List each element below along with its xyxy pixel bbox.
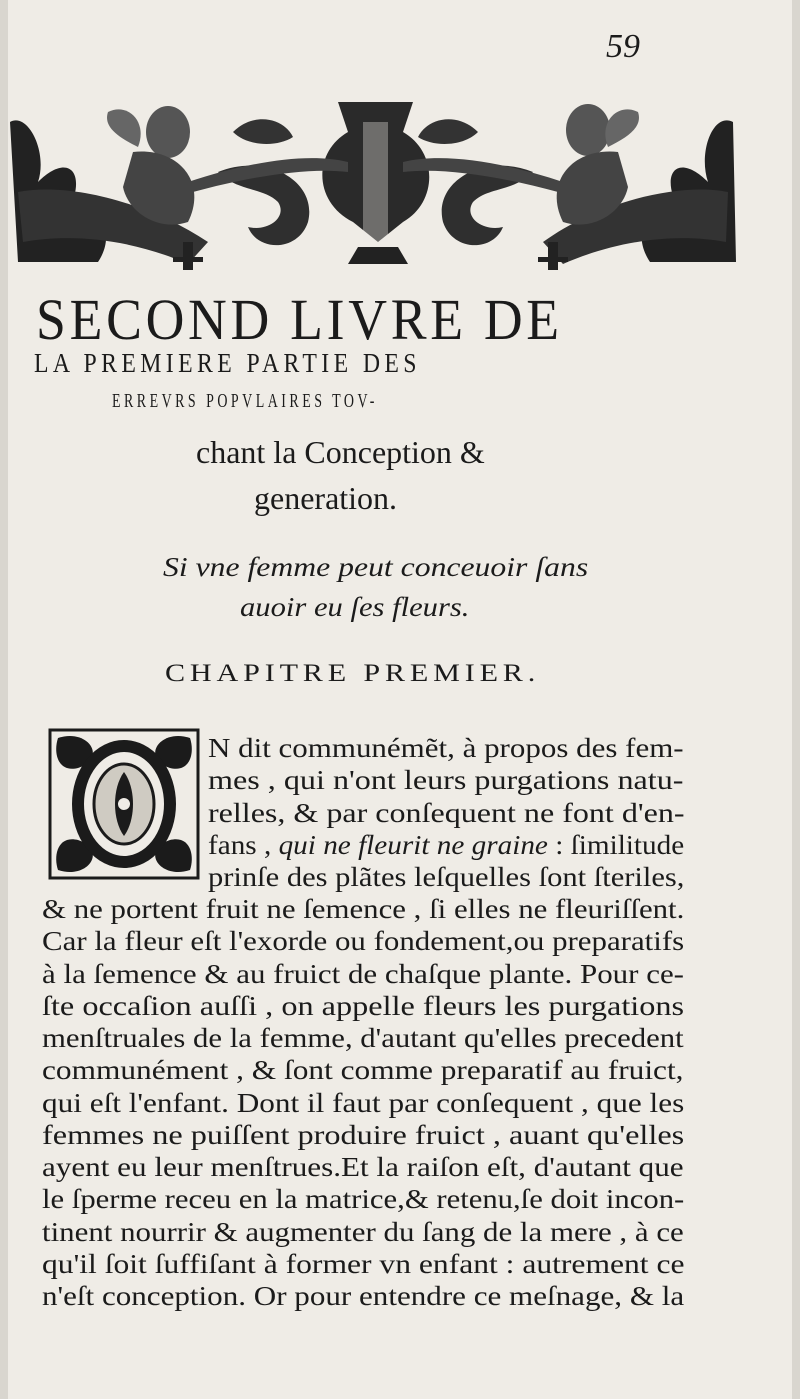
- body-line: ayent eu leur menſtrues.Et la raiſon eſt, d'autant que: [42, 1152, 684, 1182]
- chapter-heading: CHAPITRE PREMIER.: [165, 660, 541, 687]
- ornamental-headpiece: [8, 92, 744, 274]
- body-line: menſtruales de la femme, d'autant qu'elles precedent: [42, 1023, 684, 1053]
- body-line: N dit communémẽt, à propos des fem-: [208, 733, 684, 763]
- title-line-2: LA PREMIERE PARTIE DES: [34, 348, 421, 378]
- decorated-initial-o-icon: [48, 728, 200, 880]
- body-line: communément , & ſont comme preparatif au fruict,: [42, 1055, 684, 1085]
- title-line-4: chant la Conception &: [196, 434, 485, 470]
- body-line: Car la fleur eſt l'exorde ou fondement,ou preparatifs: [42, 926, 685, 956]
- body-italic-phrase: qui ne fleurit ne graine: [278, 830, 548, 860]
- body-line: mes , qui n'ont leurs purgations natu-: [208, 765, 684, 795]
- body-line: qu'il ſoit ſuffiſant à former vn enfant : autrement ce: [42, 1249, 685, 1279]
- body-line: à la ſemence & au fruict de chaſque plante. Pour ce-: [42, 959, 684, 989]
- body-line: tinent nourrir & augmenter du ſang de la mere , à ce: [42, 1217, 684, 1247]
- title-line-5: generation.: [254, 480, 398, 516]
- body-line: n'eſt conception. Or pour entendre ce meſnage, & la: [42, 1281, 685, 1311]
- book-page: [8, 0, 792, 1399]
- body-line: prinſe des plãtes leſquelles ſont ſteriles,: [208, 862, 685, 892]
- title-line-3: ERREVRS POPVLAIRES TOV-: [112, 390, 378, 412]
- body-line: qui eſt l'enfant. Dont il faut par conſequent , que les: [42, 1088, 685, 1118]
- body-line: relles, & par conſequent ne font d'en-: [208, 798, 685, 828]
- title-line-1: SECOND LIVRE DE: [36, 287, 563, 352]
- page-number: 59: [606, 28, 640, 65]
- body-line: le ſperme receu en la matrice,& retenu,ſe doit incon-: [42, 1184, 685, 1214]
- subtitle-line-2: auoir eu ſes fleurs.: [240, 592, 470, 622]
- body-line: & ne portent fruit ne ſemence , ſi elles ne fleuriſſent.: [42, 894, 685, 924]
- subtitle-line-1: Si vne femme peut conceuoir ſans: [163, 552, 589, 582]
- body-line: fans , qui ne fleurit ne graine : ſimilitude: [208, 830, 685, 860]
- body-line: femmes ne puiſſent produire fruict , auant qu'elles: [42, 1120, 685, 1150]
- body-line: ſte occaſion auſſi , on appelle fleurs les purgations: [42, 991, 685, 1021]
